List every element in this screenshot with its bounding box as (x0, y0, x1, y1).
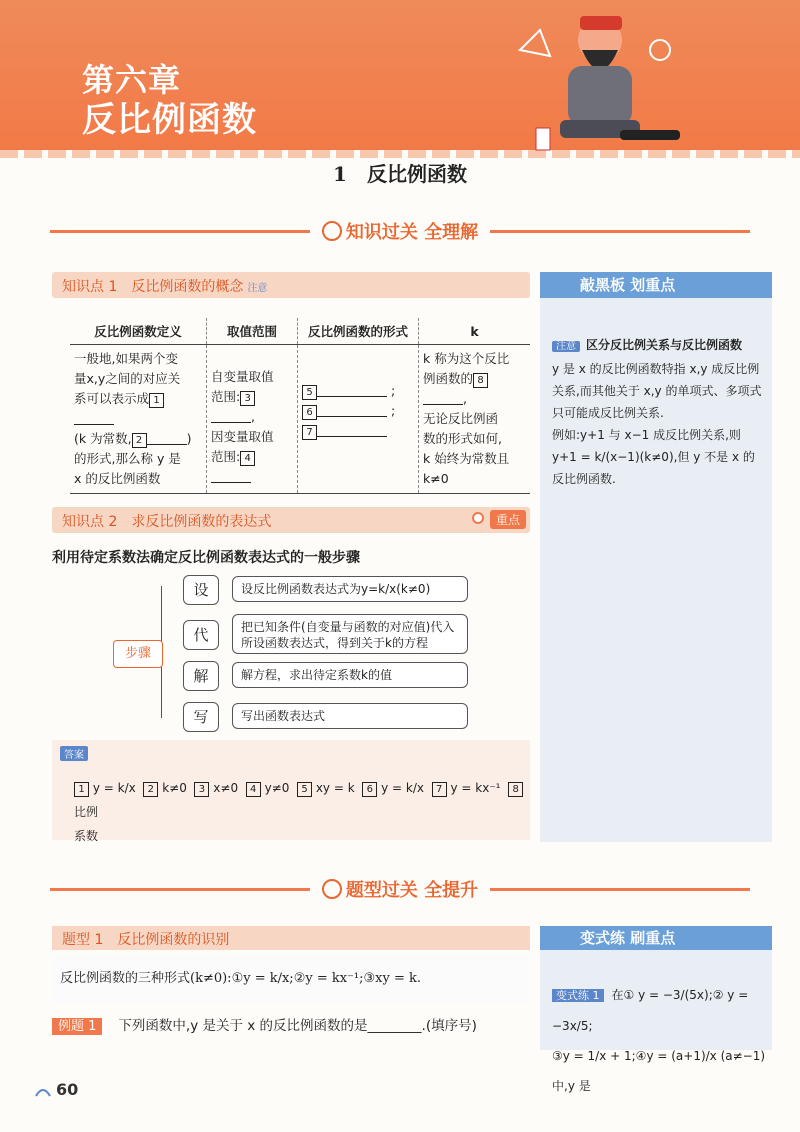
answer-row: 1 y = k/x 2 k≠0 3 x≠0 4 y≠0 5 xy = k 6 y = k/x 7 y = kx⁻¹ 8比例 系数 (74, 776, 524, 848)
step-substitute-box: 把已知条件(自变量与函数的对应值)代入所设函数表达式，得到关于k的方程 (232, 614, 468, 654)
target-icon (322, 221, 342, 241)
target-icon (472, 512, 484, 524)
blank-5[interactable] (317, 382, 387, 397)
side-panel-title: 敲黑板 划重点 (540, 272, 772, 298)
chapter-title: 反比例函数 (82, 100, 257, 140)
knowledge-point-2-bar (52, 507, 530, 533)
section-header-knowledge (50, 218, 750, 244)
step-set-key: 设 (183, 575, 219, 605)
page-number: 60 (56, 1080, 79, 1099)
header-line-right (490, 230, 750, 233)
page-icon (34, 1082, 52, 1100)
example-text: 下列函数中,y 是关于 x 的反比例函数的是________.(填序号) (118, 1018, 477, 1034)
chapter-heading (82, 60, 257, 140)
step-solve-key: 解 (183, 661, 219, 691)
blank-1[interactable] (74, 410, 114, 425)
definition-cell: 一般地,如果两个变 量x,y之间的对应关 系可以表示成 1 (k 为常数, 2 ) 的形式,那么称 y 是 x 的反比例函数 (70, 345, 207, 494)
form-cell: 5 ; 6 ; 7 (298, 345, 419, 494)
concept-table (70, 318, 530, 494)
variant-badge: 变式练 1 (552, 989, 604, 1002)
answer-box (52, 740, 530, 843)
medal-icon (322, 879, 342, 899)
key-point-badge: 重点 (490, 510, 526, 529)
knowledge-point-1-bar (52, 272, 530, 298)
step-substitute-key: 代 (183, 620, 219, 650)
blank-7[interactable] (317, 422, 387, 437)
chapter-number: 第六章 (82, 61, 182, 99)
step-solve-box: 解方程，求出待定系数k的值 (232, 662, 468, 688)
key-icon: 答案 (60, 746, 88, 761)
note-icon: 注意 (247, 283, 268, 294)
section-header-question-types (50, 876, 750, 902)
note-title: 区分反比例关系与反比例函数 (586, 338, 743, 352)
example-badge: 例题 1 (52, 1018, 102, 1035)
variant-exercise-1: 变式练 1 在① y = −3/(5x);② y = −3x/5; ③y = 1/x + 1;④y = (a+1)/x (a≠−1) 中,y 是 (552, 988, 766, 1093)
header-definition: 反比例函数定义 (70, 318, 207, 345)
section-title: 知识过关 全理解 (345, 222, 479, 243)
lesson-title: 1 反比例函数 (333, 162, 467, 186)
blank-8[interactable] (423, 390, 463, 405)
steps-connector (161, 586, 182, 718)
header-form: 反比例函数的形式 (298, 318, 419, 345)
knowledge-point-2-title: 知识点 2 求反比例函数的表达式 (62, 514, 272, 530)
variant-panel-title: 变式练 刷重点 (540, 926, 772, 950)
blank-3[interactable] (211, 408, 251, 423)
step-write-key: 写 (183, 702, 219, 732)
table-row (70, 345, 530, 494)
step-set-box: 设反比例函数表达式为y=k/x(k≠0) (232, 576, 468, 602)
steps-label: 步骤 (113, 640, 163, 668)
k-cell: k 称为这个反比 例函数的 8, 无论反比例函 数的形式如何, k 始终为常数且 k≠0 (419, 345, 531, 494)
example-1 (52, 1014, 477, 1034)
side-note: 注意 区分反比例关系与反比例函数 y 是 x 的反比例函数特指 x,y 成反比例关系,而其他关于 x,y 的单项式、多项式只可能成反比例关系. 例如:y+1 与 x−1 成反比例关系,则 y+1 = k/(x−1)(k≠0),但 y 不是 x 的反比例函数. (552, 338, 762, 486)
question-type-1-bar (52, 926, 530, 950)
header-range: 取值范围 (207, 318, 298, 345)
blank-2[interactable] (147, 430, 187, 445)
note-icon: 注意 (552, 341, 580, 352)
blank-6[interactable] (317, 402, 387, 417)
question-type-1-title: 题型 1 反比例函数的识别 (62, 932, 230, 948)
blank-4[interactable] (211, 468, 251, 483)
steps-title: 利用待定系数法确定反比例函数表达式的一般步骤 (52, 550, 360, 566)
table-header-row (70, 318, 530, 345)
three-forms-note: 反比例函数的三种形式(k≠0):①y = k/x;②y = kx⁻¹;③xy = k. (52, 955, 530, 1003)
header-k: k (419, 318, 531, 345)
knowledge-point-1-title: 知识点 1 反比例函数的概念 注意 (62, 279, 268, 295)
character-illustration (500, 10, 690, 170)
section-title: 题型过关 全提升 (345, 880, 479, 901)
range-cell: 自变量取值 范围: 3, 因变量取值 范围: 4 (207, 345, 298, 494)
step-write-box: 写出函数表达式 (232, 703, 468, 729)
header-line-right (490, 888, 750, 891)
